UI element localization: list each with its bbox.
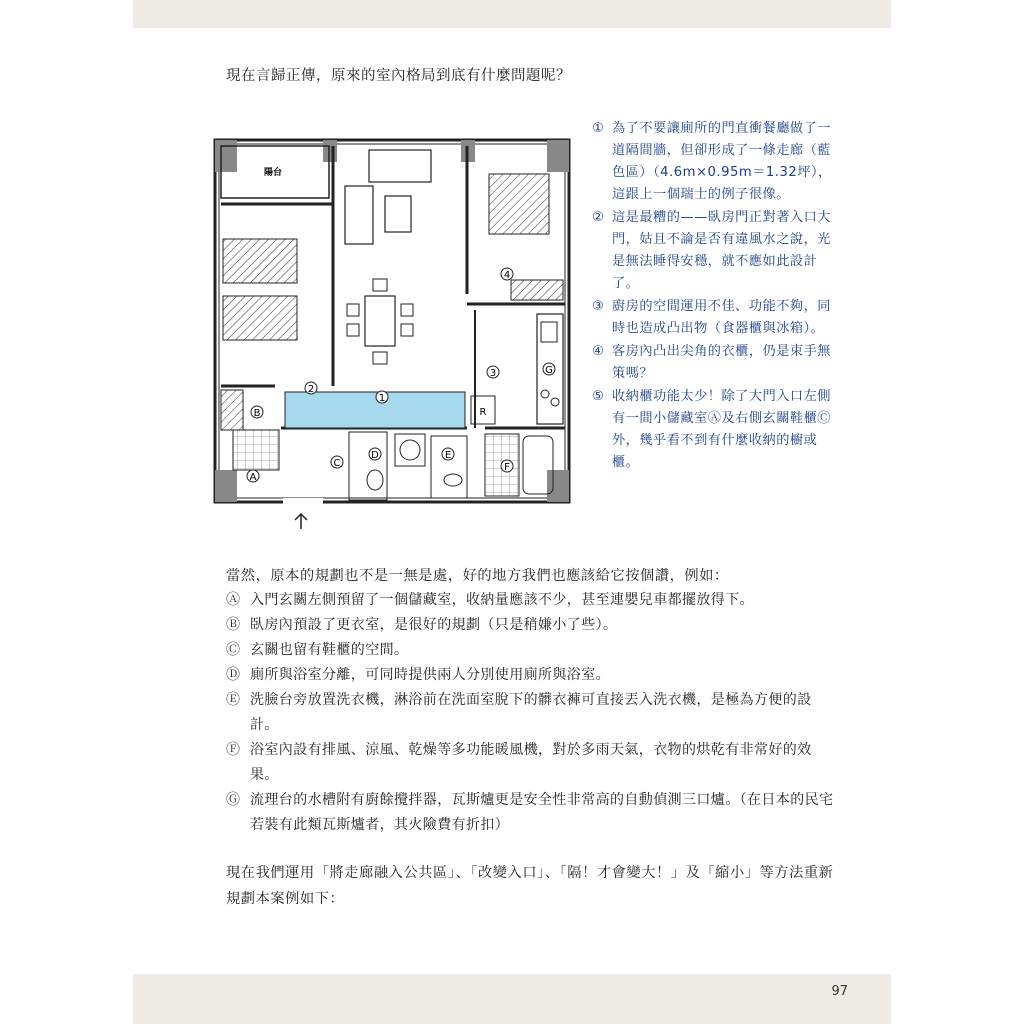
svg-text:4: 4: [503, 270, 511, 281]
point-f: Ⓕ 浴室內設有排風、涼風、乾燥等多功能暖風機，對於多雨天氣，衣物的烘乾有非常好的效果。: [226, 742, 812, 783]
note-1: ① 為了不要讓廁所的門直衝餐廳做了一道隔間牆，但卻形成了一條走廊（藍色區）（4.6m×0.95m＝1.32坪），這跟上一個瑞士的例子很像。: [592, 121, 832, 202]
page-number: 97: [831, 984, 848, 999]
svg-text:C: C: [333, 458, 341, 469]
point-d: Ⓓ 廁所與浴室分離，可同時提供兩人分別使用廁所與浴室。: [226, 667, 610, 683]
note-3: ③ 廚房的空間運用不佳、功能不夠，同時也造成凸出物（食器櫃與冰箱）。: [592, 299, 831, 336]
good-points-list: [226, 588, 836, 838]
svg-text:G: G: [545, 365, 553, 376]
svg-text:B: B: [253, 408, 261, 419]
svg-text:1: 1: [378, 393, 386, 404]
floor-plan: [205, 124, 575, 534]
point-c: Ⓒ 玄關也留有鞋櫃的空間。: [226, 642, 409, 658]
corridor-area: [285, 392, 465, 428]
svg-text:E: E: [444, 450, 452, 461]
svg-text:2: 2: [307, 384, 315, 395]
bottom-band: [133, 974, 891, 1024]
plan-notes: [592, 118, 842, 475]
praise-intro: 當然，原本的規劃也不是一無是處，好的地方我們也應該給它按個讚，例如：: [226, 568, 729, 584]
point-e: Ⓔ 洗臉台旁放置洗衣機，淋浴前在洗面室脫下的髒衣褲可直接丟入洗衣機，是極為方便的設計。: [226, 692, 812, 733]
svg-text:R: R: [479, 407, 487, 418]
balcony-label: 陽台: [263, 168, 283, 178]
point-g: Ⓖ 流理台的水槽附有廚餘攪拌器，瓦斯爐更是安全性非常高的自動偵測三口爐。（在日本的民宅若裝有此類瓦斯爐者，其火險費有折扣）: [226, 792, 834, 833]
svg-text:3: 3: [489, 368, 497, 379]
svg-text:D: D: [371, 450, 379, 461]
closing-text: 現在我們運用「將走廊融入公共區」、「改變入口」、「隔！才會變大！」及「縮小」等方法重新規劃本案例如下：: [226, 865, 834, 907]
svg-text:A: A: [249, 472, 257, 483]
note-2: ② 這是最糟的——臥房門正對著入口大門，姑且不論是否有違風水之說，光是無法睡得安穩，就不應如此設計了。: [592, 210, 831, 291]
svg-text:F: F: [504, 462, 510, 473]
point-b: Ⓑ 臥房內預設了更衣室，是很好的規劃（只是稍嫌小了些）。: [226, 617, 618, 633]
note-5: ⑤ 收納櫃功能太少！除了大門入口左側有一間小儲藏室Ⓐ及右側玄關鞋櫃Ⓒ外，幾乎看不到有什麼收納的櫥或櫃。: [592, 389, 831, 470]
intro-text: 現在言歸正傳，原來的室內格局到底有什麼問題呢？: [226, 68, 571, 84]
point-a: Ⓐ 入門玄關左側預留了一個儲藏室，收納量應該不少，甚至連嬰兒車都擺放得下。: [226, 592, 754, 608]
note-4: ④ 客房內凸出尖角的衣櫃，仍是束手無策嗎？: [592, 344, 831, 381]
top-band: [133, 0, 891, 28]
